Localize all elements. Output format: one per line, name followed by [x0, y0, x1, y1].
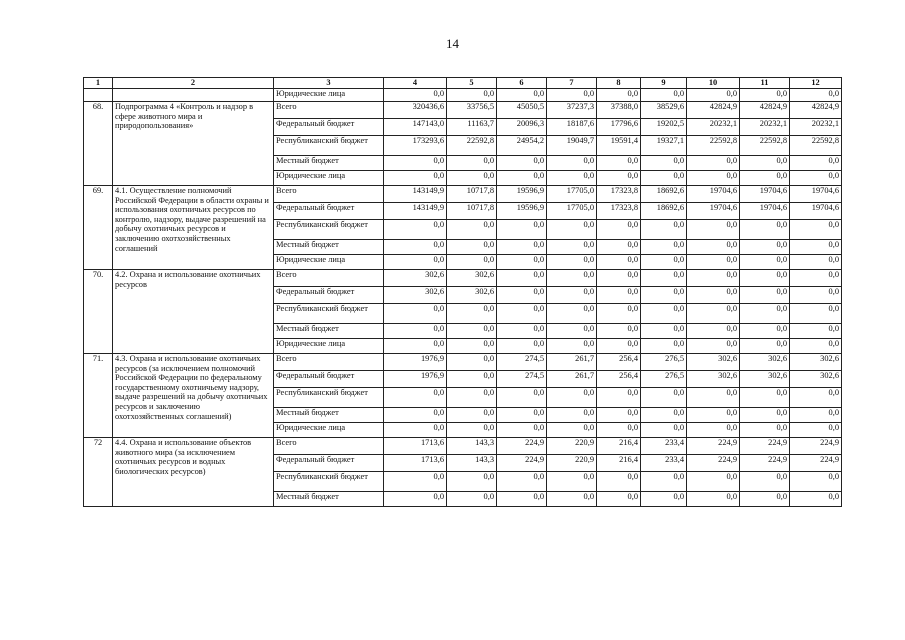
value-cell: 0,0	[740, 255, 790, 270]
value-cell: 0,0	[597, 492, 641, 507]
value-cell: 18692,6	[641, 203, 687, 220]
value-cell: 0,0	[497, 472, 547, 492]
value-cell: 0,0	[641, 339, 687, 354]
header-cell: 3	[274, 78, 384, 89]
category-cell: Юридические лица	[274, 339, 384, 354]
value-cell: 0,0	[641, 408, 687, 423]
value-cell: 0,0	[547, 423, 597, 438]
value-cell: 0,0	[790, 408, 842, 423]
value-cell: 0,0	[447, 339, 497, 354]
value-cell: 0,0	[497, 339, 547, 354]
value-cell: 0,0	[687, 388, 740, 408]
header-cell: 11	[740, 78, 790, 89]
value-cell: 0,0	[384, 220, 447, 240]
value-cell: 0,0	[597, 304, 641, 324]
value-cell: 0,0	[384, 156, 447, 171]
value-cell: 143149,9	[384, 186, 447, 203]
value-cell: 0,0	[740, 304, 790, 324]
value-cell: 42824,9	[790, 102, 842, 119]
value-cell: 0,0	[740, 472, 790, 492]
value-cell: 0,0	[384, 304, 447, 324]
value-cell: 0,0	[447, 354, 497, 371]
value-cell: 45050,5	[497, 102, 547, 119]
value-cell: 224,9	[497, 438, 547, 455]
value-cell: 0,0	[687, 472, 740, 492]
value-cell: 274,5	[497, 354, 547, 371]
value-cell: 0,0	[790, 240, 842, 255]
header-row	[84, 78, 842, 89]
value-cell: 0,0	[597, 408, 641, 423]
value-cell: 0,0	[641, 423, 687, 438]
value-cell: 11163,7	[447, 119, 497, 136]
value-cell: 42824,9	[740, 102, 790, 119]
value-cell: 0,0	[641, 89, 687, 102]
value-cell: 0,0	[790, 287, 842, 304]
value-cell: 0,0	[447, 371, 497, 388]
value-cell: 19704,6	[790, 203, 842, 220]
value-cell: 20232,1	[687, 119, 740, 136]
value-cell: 0,0	[740, 423, 790, 438]
value-cell: 0,0	[447, 171, 497, 186]
table-row	[84, 270, 842, 287]
category-cell: Всего	[274, 102, 384, 119]
value-cell: 0,0	[597, 324, 641, 339]
value-cell: 224,9	[687, 438, 740, 455]
value-cell: 0,0	[547, 287, 597, 304]
value-cell: 0,0	[597, 240, 641, 255]
value-cell: 0,0	[597, 287, 641, 304]
value-cell: 22592,8	[687, 136, 740, 156]
value-cell: 0,0	[447, 492, 497, 507]
value-cell: 0,0	[384, 472, 447, 492]
value-cell: 261,7	[547, 371, 597, 388]
value-cell: 233,4	[641, 455, 687, 472]
value-cell: 0,0	[687, 270, 740, 287]
value-cell: 0,0	[687, 423, 740, 438]
value-cell: 0,0	[790, 255, 842, 270]
value-cell: 19704,6	[740, 186, 790, 203]
value-cell: 302,6	[740, 371, 790, 388]
description-cell: 4.1. Осуществление полномочий Российской Федерации в области охраны и использования охотничьих ресурсов по контролю, надзору, выдаче разрешений на добычу охотничьих ресурсов и заключению охотхозяйственных соглашений	[113, 186, 274, 270]
value-cell: 0,0	[641, 287, 687, 304]
value-cell: 19202,5	[641, 119, 687, 136]
table-body	[84, 102, 842, 507]
value-cell: 0,0	[687, 287, 740, 304]
value-cell: 0,0	[740, 220, 790, 240]
value-cell: 0,0	[740, 270, 790, 287]
value-cell: 0,0	[497, 270, 547, 287]
value-cell: 302,6	[687, 354, 740, 371]
category-cell: Юридические лица	[274, 423, 384, 438]
value-cell: 20096,3	[497, 119, 547, 136]
value-cell: 20232,1	[790, 119, 842, 136]
value-cell: 224,9	[740, 438, 790, 455]
value-cell: 10717,8	[447, 203, 497, 220]
value-cell: 0,0	[384, 240, 447, 255]
table-row	[84, 438, 842, 455]
category-cell: Всего	[274, 354, 384, 371]
value-cell: 0,0	[740, 492, 790, 507]
value-cell: 42824,9	[687, 102, 740, 119]
value-cell: 302,6	[740, 354, 790, 371]
category-cell: Федеральный бюджет	[274, 371, 384, 388]
value-cell: 0,0	[597, 423, 641, 438]
value-cell: 1713,6	[384, 455, 447, 472]
header-cell: 12	[790, 78, 842, 89]
value-cell: 1713,6	[384, 438, 447, 455]
value-cell: 0,0	[687, 220, 740, 240]
value-cell: 302,6	[384, 270, 447, 287]
value-cell: 0,0	[790, 171, 842, 186]
value-cell: 0,0	[384, 388, 447, 408]
value-cell: 276,5	[641, 354, 687, 371]
value-cell: 0,0	[384, 423, 447, 438]
value-cell: 224,9	[790, 455, 842, 472]
value-cell: 233,4	[641, 438, 687, 455]
value-cell: 0,0	[497, 220, 547, 240]
value-cell: 0,0	[790, 220, 842, 240]
value-cell: 0,0	[641, 388, 687, 408]
category-cell: Федеральный бюджет	[274, 455, 384, 472]
value-cell: 0,0	[740, 240, 790, 255]
value-cell: 302,6	[447, 287, 497, 304]
table-row	[84, 354, 842, 371]
value-cell: 19591,4	[597, 136, 641, 156]
header-cell: 4	[384, 78, 447, 89]
category-cell: Федеральный бюджет	[274, 119, 384, 136]
value-cell: 0,0	[384, 408, 447, 423]
value-cell: 143,3	[447, 455, 497, 472]
value-cell: 0,0	[497, 423, 547, 438]
description-cell	[113, 89, 274, 102]
value-cell: 19049,7	[547, 136, 597, 156]
value-cell: 147143,0	[384, 119, 447, 136]
value-cell: 0,0	[641, 472, 687, 492]
category-cell: Юридические лица	[274, 171, 384, 186]
category-cell: Всего	[274, 438, 384, 455]
value-cell: 0,0	[447, 240, 497, 255]
category-cell: Местный бюджет	[274, 324, 384, 339]
value-cell: 0,0	[497, 156, 547, 171]
value-cell: 37388,0	[597, 102, 641, 119]
value-cell: 0,0	[547, 472, 597, 492]
value-cell: 0,0	[547, 339, 597, 354]
value-cell: 0,0	[687, 156, 740, 171]
row-number-cell: 70.	[84, 270, 113, 354]
value-cell: 0,0	[687, 408, 740, 423]
value-cell: 0,0	[790, 388, 842, 408]
value-cell: 0,0	[597, 270, 641, 287]
value-cell: 0,0	[497, 89, 547, 102]
value-cell: 302,6	[384, 287, 447, 304]
value-cell: 1976,9	[384, 371, 447, 388]
value-cell: 0,0	[597, 472, 641, 492]
value-cell: 10717,8	[447, 186, 497, 203]
value-cell: 0,0	[547, 240, 597, 255]
budget-table	[83, 77, 842, 507]
value-cell: 24954,2	[497, 136, 547, 156]
row-number-cell: 72	[84, 438, 113, 507]
value-cell: 216,4	[597, 455, 641, 472]
value-cell: 17323,8	[597, 203, 641, 220]
value-cell: 274,5	[497, 371, 547, 388]
value-cell: 0,0	[790, 324, 842, 339]
category-cell: Республиканский бюджет	[274, 136, 384, 156]
value-cell: 0,0	[740, 89, 790, 102]
value-cell: 0,0	[687, 89, 740, 102]
value-cell: 224,9	[740, 455, 790, 472]
description-cell: 4.4. Охрана и использование объектов животного мира (за исключением охотничьих ресурсов и водных биологических ресурсов)	[113, 438, 274, 507]
value-cell: 0,0	[790, 492, 842, 507]
value-cell: 0,0	[641, 270, 687, 287]
value-cell: 302,6	[447, 270, 497, 287]
value-cell: 17323,8	[597, 186, 641, 203]
value-cell: 18692,6	[641, 186, 687, 203]
value-cell: 0,0	[447, 472, 497, 492]
value-cell: 0,0	[547, 388, 597, 408]
category-cell: Юридические лица	[274, 89, 384, 102]
value-cell: 0,0	[384, 492, 447, 507]
value-cell: 37237,3	[547, 102, 597, 119]
value-cell: 0,0	[447, 324, 497, 339]
value-cell: 0,0	[547, 156, 597, 171]
category-cell: Местный бюджет	[274, 156, 384, 171]
value-cell: 1976,9	[384, 354, 447, 371]
value-cell: 276,5	[641, 371, 687, 388]
value-cell: 0,0	[641, 492, 687, 507]
table-row	[84, 102, 842, 119]
value-cell: 0,0	[547, 89, 597, 102]
value-cell: 320436,6	[384, 102, 447, 119]
value-cell: 302,6	[790, 371, 842, 388]
value-cell: 0,0	[447, 89, 497, 102]
value-cell: 0,0	[497, 408, 547, 423]
value-cell: 143149,9	[384, 203, 447, 220]
value-cell: 0,0	[447, 388, 497, 408]
value-cell: 19704,6	[790, 186, 842, 203]
description-cell: 4.2. Охрана и использование охотничьих ресурсов	[113, 270, 274, 354]
value-cell: 0,0	[384, 255, 447, 270]
value-cell: 261,7	[547, 354, 597, 371]
value-cell: 0,0	[641, 171, 687, 186]
row-number-cell: 71.	[84, 354, 113, 438]
value-cell: 0,0	[384, 89, 447, 102]
value-cell: 0,0	[384, 171, 447, 186]
value-cell: 0,0	[547, 324, 597, 339]
value-cell: 19596,9	[497, 203, 547, 220]
value-cell: 143,3	[447, 438, 497, 455]
header-cell: 2	[113, 78, 274, 89]
category-cell: Республиканский бюджет	[274, 388, 384, 408]
value-cell: 0,0	[497, 171, 547, 186]
value-cell: 0,0	[497, 492, 547, 507]
value-cell: 19704,6	[687, 186, 740, 203]
value-cell: 0,0	[790, 423, 842, 438]
value-cell: 0,0	[790, 156, 842, 171]
value-cell: 0,0	[547, 408, 597, 423]
page-number: 14	[446, 36, 459, 51]
value-cell: 0,0	[497, 388, 547, 408]
header-cell: 9	[641, 78, 687, 89]
category-cell: Местный бюджет	[274, 240, 384, 255]
value-cell: 0,0	[447, 304, 497, 324]
value-cell: 256,4	[597, 354, 641, 371]
table-row	[84, 89, 842, 102]
value-cell: 0,0	[687, 324, 740, 339]
value-cell: 0,0	[687, 304, 740, 324]
value-cell: 302,6	[790, 354, 842, 371]
value-cell: 0,0	[497, 255, 547, 270]
value-cell: 0,0	[641, 255, 687, 270]
value-cell: 0,0	[447, 423, 497, 438]
value-cell: 0,0	[740, 324, 790, 339]
value-cell: 0,0	[687, 240, 740, 255]
value-cell: 0,0	[497, 324, 547, 339]
value-cell: 0,0	[740, 408, 790, 423]
value-cell: 0,0	[547, 270, 597, 287]
value-cell: 0,0	[497, 240, 547, 255]
category-cell: Республиканский бюджет	[274, 472, 384, 492]
value-cell: 17705,0	[547, 186, 597, 203]
value-cell: 17796,6	[597, 119, 641, 136]
value-cell: 33756,5	[447, 102, 497, 119]
row-number-cell	[84, 89, 113, 102]
value-cell: 18187,6	[547, 119, 597, 136]
value-cell: 17705,0	[547, 203, 597, 220]
value-cell: 224,9	[790, 438, 842, 455]
value-cell: 0,0	[384, 324, 447, 339]
value-cell: 220,9	[547, 438, 597, 455]
value-cell: 0,0	[740, 388, 790, 408]
value-cell: 224,9	[687, 455, 740, 472]
value-cell: 0,0	[497, 287, 547, 304]
value-cell: 22592,8	[740, 136, 790, 156]
header-cell: 6	[497, 78, 547, 89]
value-cell: 0,0	[597, 171, 641, 186]
value-cell: 173293,6	[384, 136, 447, 156]
value-cell: 0,0	[597, 388, 641, 408]
value-cell: 0,0	[641, 324, 687, 339]
value-cell: 0,0	[597, 339, 641, 354]
category-cell: Республиканский бюджет	[274, 220, 384, 240]
description-cell: 4.3. Охрана и использование охотничьих ресурсов (за исключением полномочий Российской Федерации по федеральному государственному охотничьему надзору, выдаче разрешений на добычу охотничьих ресурсов и заключению охотхозяйственных соглашений)	[113, 354, 274, 438]
value-cell: 38529,6	[641, 102, 687, 119]
value-cell: 0,0	[447, 156, 497, 171]
table-row	[84, 186, 842, 203]
value-cell: 0,0	[740, 171, 790, 186]
value-cell: 0,0	[790, 270, 842, 287]
value-cell: 0,0	[447, 220, 497, 240]
value-cell: 0,0	[547, 220, 597, 240]
value-cell: 0,0	[597, 220, 641, 240]
value-cell: 0,0	[790, 89, 842, 102]
value-cell: 0,0	[790, 472, 842, 492]
header-cell: 8	[597, 78, 641, 89]
category-cell: Всего	[274, 186, 384, 203]
value-cell: 20232,1	[740, 119, 790, 136]
header-cell: 5	[447, 78, 497, 89]
category-cell: Федеральный бюджет	[274, 203, 384, 220]
value-cell: 302,6	[687, 371, 740, 388]
value-cell: 0,0	[687, 492, 740, 507]
value-cell: 0,0	[641, 240, 687, 255]
value-cell: 0,0	[447, 408, 497, 423]
value-cell: 19327,1	[641, 136, 687, 156]
category-cell: Местный бюджет	[274, 408, 384, 423]
header-cell: 7	[547, 78, 597, 89]
row-number-cell: 69.	[84, 186, 113, 270]
value-cell: 0,0	[740, 156, 790, 171]
value-cell: 0,0	[547, 492, 597, 507]
value-cell: 0,0	[790, 304, 842, 324]
value-cell: 0,0	[740, 339, 790, 354]
value-cell: 0,0	[597, 89, 641, 102]
value-cell: 0,0	[497, 304, 547, 324]
category-cell: Местный бюджет	[274, 492, 384, 507]
value-cell: 22592,8	[447, 136, 497, 156]
value-cell: 0,0	[641, 220, 687, 240]
value-cell: 0,0	[740, 287, 790, 304]
description-cell: Подпрограмма 4 «Контроль и надзор в сфере животного мира и природопользования»	[113, 102, 274, 186]
value-cell: 0,0	[597, 156, 641, 171]
value-cell: 0,0	[687, 171, 740, 186]
value-cell: 0,0	[641, 156, 687, 171]
value-cell: 19704,6	[740, 203, 790, 220]
value-cell: 0,0	[641, 304, 687, 324]
value-cell: 0,0	[384, 339, 447, 354]
value-cell: 0,0	[687, 339, 740, 354]
header-cell: 1	[84, 78, 113, 89]
value-cell: 0,0	[547, 255, 597, 270]
value-cell: 224,9	[497, 455, 547, 472]
header-cell: 10	[687, 78, 740, 89]
value-cell: 0,0	[547, 171, 597, 186]
value-cell: 22592,8	[790, 136, 842, 156]
category-cell: Всего	[274, 270, 384, 287]
value-cell: 0,0	[597, 255, 641, 270]
category-cell: Республиканский бюджет	[274, 304, 384, 324]
value-cell: 19704,6	[687, 203, 740, 220]
row-number-cell: 68.	[84, 102, 113, 186]
value-cell: 0,0	[447, 255, 497, 270]
value-cell: 0,0	[687, 255, 740, 270]
value-cell: 0,0	[790, 339, 842, 354]
value-cell: 220,9	[547, 455, 597, 472]
value-cell: 19596,9	[497, 186, 547, 203]
category-cell: Юридические лица	[274, 255, 384, 270]
value-cell: 256,4	[597, 371, 641, 388]
category-cell: Федеральный бюджет	[274, 287, 384, 304]
value-cell: 0,0	[547, 304, 597, 324]
value-cell: 216,4	[597, 438, 641, 455]
